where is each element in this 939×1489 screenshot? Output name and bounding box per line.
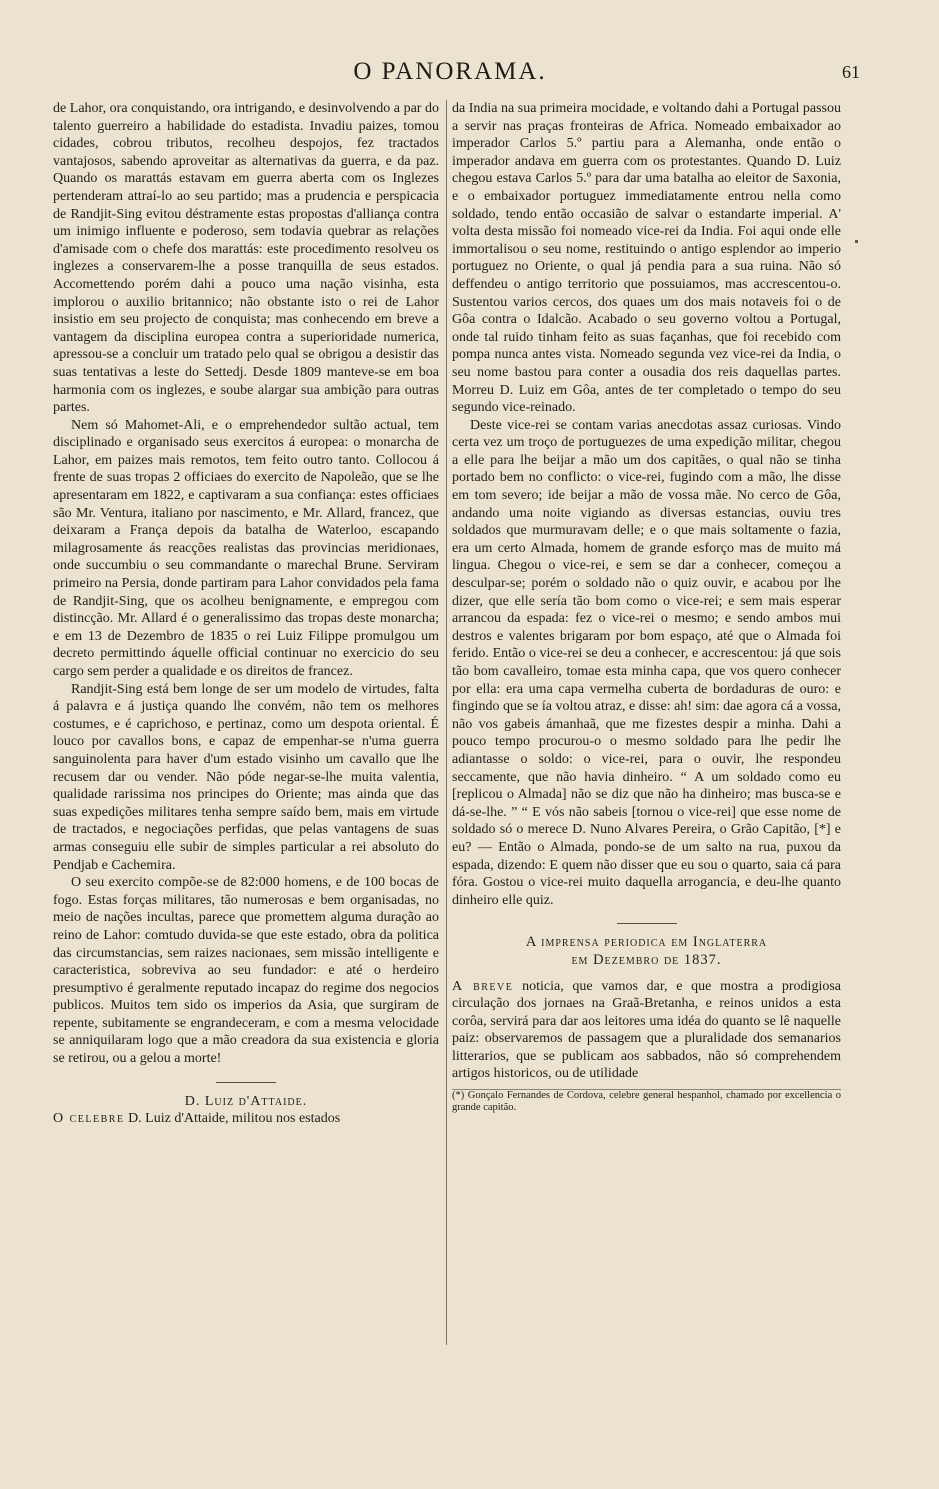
margin-mark (855, 240, 858, 243)
paragraph: O seu exercito compõe-se de 82:000 homens, e de 100 bocas de fogo. Estas forças militares, tão numerosas e bem organisadas, no meio de nações incultas, parece que promettem alguma duração ao reino de Lahor: comtudo duvida-se que este estado, obra da politica das circumstancias, sem raizes nacionaes, sem missão intelligente e caracteristica, sobreviva ao seu fundador: e até o herdeiro presumptivo é geralmente reputado incapaz do regime dos negocios publicos. Muitos tem sido os imperios da Asia, que surgiram de repente, subitamente se engrandeceram, e com a mesma velocidade se anniquilaram logo que a mão creadora da sua existencia e gloria se retirou, ou a gelou a morte! (53, 875, 439, 1067)
paragraph: da India na sua primeira mocidade, e voltando dahi a Portugal passou a servir nas praças fronteiras de Africa. Nomeado embaixador ao imperador Carlos 5.º partiu para a Alemanha, onde então o imperador andava em guerra com os protestantes. Quando D. Luiz chegou estava Carlos 5.º para dar uma batalha ao eleitor de Saxonia, e o embaixador portuguez immediatamente entrou nella como soldado, tendo então occasião de salvar o estandarte imperial. A' volta desta missão foi nomeado vice-rei da India. Foi aqui onde elle immortalisou o seu nome, restituindo o antigo esplendor ao imperio portuguez no Oriente, o qual já pendia para a sua ruina. Não só deffendeu o antigo territorio que possuiamos, mas accrescentou-o. Sustentou varios cercos, dos quaes um dos mais notaveis foi o de Gôa contra o Idalcão. Acabado o seu governo voltou a Portugal, onde tal ruido tinham feito as suas façanhas, que foi recebido com pompa nunca antes vista. Nomeado segunda vez vice-rei da India, o seu nome bastou para conter a ousadia dos reis daquellas partes. Morreu D. Luiz em Gôa, antes de ter completado o tempo do seu segundo vice-reinado. (452, 101, 841, 416)
paragraph: de Lahor, ora conquistando, ora intrigando, e desinvolvendo a par do talento guerreiro a habilidade do estadista. Invadiu paizes, tomou cidades, cobrou tributos, recolheu despojos, fez tractados vantajosos, sabendo aproveitar as alternativas da guerra, e da paz. Quando os marattás estavam em guerra aberta com os Inglezes pertenderam attraí-lo ao seu partido; mas a prudencia e perspicacia de Randjit-Sing evitou déstramente estas propostas d'alliança contra um inimigo influente e poderoso, sem todavia quebrar as relações d'amisade com o chefe dos marattás: este procedimento resolveu os inglezes a conservarem-lhe a posse tranquilla de seus estados. Accomettendo porém dahi a pouco uma nação visinha, esta implorou o auxilio britannico; não obstante isto o rei de Lahor insistio em seu projecto de conquista; mas conhecendo em breve a vantagem da disciplina europea contra a superioridade numerica, apressou-se a concluir um tratado pelo qual se obrigou a desistir das suas tentativas a leste do Settedj. Desde 1809 manteve-se em boa harmonia com os inglezes, e soube alargar sua ambição para outras partes. (53, 101, 439, 416)
section-divider (216, 1082, 276, 1083)
running-title: O PANORAMA. (353, 58, 547, 85)
article-subheading: em Dezembro de 1837. (571, 951, 722, 968)
paragraph-text: noticia, que vamos dar, e que mostra a prodigiosa circulação dos jornaes na Graã-Bretanha, e reinos unidos a esta corôa, servirá para dar aos leitores uma idéa do quanto se lê naquelle paiz: observaremos de passagem que a pluralidade dos semanarios litterarios, que se publicam aos sabbados, não só comprehendem artigos historicos, ou de utilidade (452, 978, 841, 1082)
paragraph: Deste vice-rei se contam varias anecdotas assaz curiosas. Vindo certa vez um troço de portuguezes de uma expedição militar, chegou a elle para lhe beijar a mão um dos capitães, o qual não se tinha portado bem no conflicto: o vice-rei, fugindo com a mão, lhe disse em tom severo; ide beijar a mão de vossa mãe. No cerco de Gôa, andando uma noite vigiando as diversas estancias, ouviu tres soldados que murmuravam delle; e o que mais soltamente o fazia, era um certo Almada, homem de grande esforço mas de muito má lingua. Chegou o vice-rei, e sem se dar a conhecer, começou a desculpar-se; porém o soldado não o quiz ouvir, e acabou por lhe dizer, que elle sería tão bom como o vice-rei; e sem mais esperar arrancou da espada: fez o vice-rei o mesmo; e sendo ambos mui destros e valentes brigaram por bom espaço, até que o Almada foi ferido. Então o vice-rei se deu a conhecer, e accrescentou: já que sois tão bom cavalleiro, tomae esta minha capa, que vos quero conhecer por ella: era uma capa vermelha cuberta de bordaduras de ouro: e fingindo que se ía voltou atraz, e disse: ah! sim: dae agora cá a vossa, não vos gabeis ámanhaã, que me fizestes despir a minha. Dahi a pouco tempo procurou-o o mesmo soldado para lhe pedir lhe adiantasse o soldo: o vice-rei, para o ouvir, lhe respondeu seccamente, que não havia dinheiro. “ A um soldado como eu [replicou o Almada] não se diz que não ha dinheiro; mas busca-se e dá-se-lhe. ” “ E vós não sabeis [tornou o vice-rei] que esse nome de soldado só o merece D. Nuno Alvares Pereira, o Grão Capitão, [*] e eu? — Então o Almada, pondo-se de um salto na rua, puxou da espada, dizendo: E quem não disser que eu sou o quarto, saia cá para fóra. Gostou o vice-rei muito daquella arrogancia, e deu-lhe quanto dinheiro elle quiz. (452, 417, 841, 908)
article-heading: D. Luiz d'Attaide. (184, 1093, 308, 1109)
column-divider (446, 100, 447, 1345)
left-column (53, 100, 439, 1128)
article-heading: A imprensa periodica em Inglaterra (525, 934, 768, 951)
opening-words: O celebre (53, 1111, 125, 1127)
paragraph (53, 1110, 439, 1128)
paragraph: Randjit-Sing está bem longe de ser um modelo de virtudes, falta á palavra e á justiça quando lhe convém, não tem os melhores costumes, e é caprichoso, e pertinaz, como um despota oriental. É louco por cavallos bons, e capaz de empenhar-se n'uma guerra sanguinolenta para haver d'um estado visinho um cavallo que lhe recusem dar ou vender. Não póde negar-se-lhe muita valentia, qualidade rarissima nos principes do Oriente; mas ainda que das suas expedições militares tenha sempre saído bem, mais em virtude de tractados, e negociações perfidas, que pelas vantagens de suas armas conseguiu elle subir de simples particular a rei absoluto do Pendjab e Cachemira. (53, 681, 439, 873)
page-number: 61 (842, 62, 860, 82)
right-column (452, 100, 841, 1114)
section-divider (617, 923, 677, 924)
paragraph (452, 978, 841, 1084)
page-header (40, 58, 860, 92)
opening-words: A breve (452, 978, 514, 994)
paragraph-text: D. Luiz d'Attaide, militou nos estados (124, 1111, 341, 1127)
paragraph: Nem só Mahomet-Ali, e o emprehendedor sultão actual, tem disciplinado e organisado seus exercitos á europea: o monarcha de Lahor, em paizes mais remotos, tem feito outro tanto. Collocou á frente de suas tropas 2 officiaes do exercito de Napoleão, que se lhe apresentaram em 1822, e captivaram a sua confiança: estes officiaes são Mr. Ventura, italiano por nascimento, e Mr. Allard, francez, que deixaram a França depois da batalha de Waterloo, escapando milagrosamente ás reacções realistas das provincias meridionaes, onde succumbiu o seu commandante o marechal Brune. Serviram primeiro na Persia, donde partiram para Lahor convidados pela fama de Randjit-Sing, que os acolheu benignamente, e empregou com distincção. Mr. Allard é o generalissimo das tropas deste monarcha; e em 13 de Dezembro de 1835 o rei Luiz Filippe promulgou um decreto permittindo áquelle official continuar no exercicio do seu cargo sem perder a qualidade e os direitos de francez. (53, 417, 439, 679)
footnote: (*) Gonçalo Fernandes de Cordova, celebre general hespanhol, chamado por excellencia o grande capitão. (452, 1090, 841, 1114)
